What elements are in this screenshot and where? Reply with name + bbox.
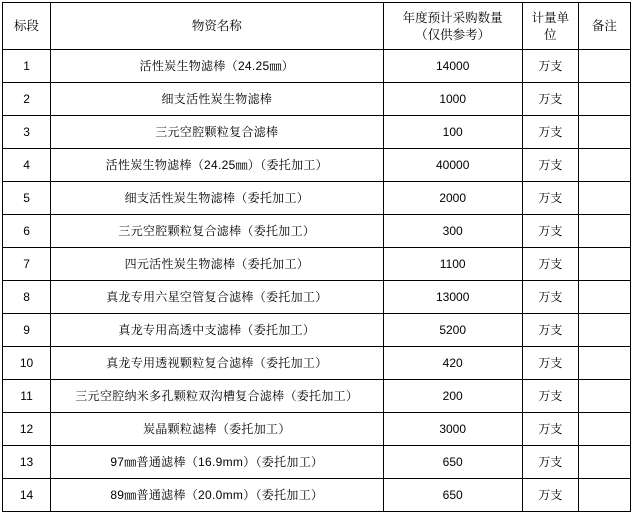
cell-remark (578, 182, 630, 215)
cell-name: 四元活性炭生物滤棒（委托加工） (51, 248, 384, 281)
cell-lot: 12 (3, 413, 51, 446)
cell-quantity: 40000 (383, 149, 522, 182)
cell-remark (578, 479, 630, 512)
table-row (3, 347, 631, 380)
cell-name: 真龙专用六星空管复合滤棒（委托加工） (51, 281, 384, 314)
cell-quantity: 650 (383, 479, 522, 512)
cell-unit: 万支 (522, 347, 578, 380)
column-header-name: 物资名称 (51, 3, 384, 50)
column-header-quantity (383, 3, 522, 50)
cell-remark (578, 413, 630, 446)
cell-unit: 万支 (522, 50, 578, 83)
cell-lot: 10 (3, 347, 51, 380)
cell-unit: 万支 (522, 215, 578, 248)
cell-unit: 万支 (522, 149, 578, 182)
cell-unit: 万支 (522, 248, 578, 281)
column-header-remark: 备注 (578, 3, 630, 50)
cell-name: 真龙专用高透中支滤棒（委托加工） (51, 314, 384, 347)
cell-quantity: 650 (383, 446, 522, 479)
column-header-unit-line1: 计量单 (531, 10, 570, 25)
cell-name: 活性炭生物滤棒（24.25㎜） (51, 50, 384, 83)
table-row (3, 116, 631, 149)
cell-name: 活性炭生物滤棒（24.25㎜）（委托加工） (51, 149, 384, 182)
table-row (3, 83, 631, 116)
cell-name: 97㎜普通滤棒（16.9mm）（委托加工） (51, 446, 384, 479)
cell-quantity: 1000 (383, 83, 522, 116)
cell-quantity: 1100 (383, 248, 522, 281)
cell-quantity: 100 (383, 116, 522, 149)
table-row (3, 314, 631, 347)
cell-name: 真龙专用透视颗粒复合滤棒（委托加工） (51, 347, 384, 380)
cell-remark (578, 116, 630, 149)
cell-quantity: 2000 (383, 182, 522, 215)
cell-remark (578, 215, 630, 248)
document-page (0, 2, 633, 521)
cell-quantity: 14000 (383, 50, 522, 83)
table-body (3, 50, 631, 512)
cell-lot: 9 (3, 314, 51, 347)
table-row (3, 446, 631, 479)
cell-quantity: 300 (383, 215, 522, 248)
cell-quantity: 13000 (383, 281, 522, 314)
cell-unit: 万支 (522, 83, 578, 116)
column-header-unit (522, 3, 578, 50)
cell-quantity: 420 (383, 347, 522, 380)
cell-unit: 万支 (522, 413, 578, 446)
cell-unit: 万支 (522, 314, 578, 347)
cell-name: 89㎜普通滤棒（20.0mm）（委托加工） (51, 479, 384, 512)
cell-remark (578, 248, 630, 281)
cell-remark (578, 149, 630, 182)
table-row (3, 182, 631, 215)
column-header-lot: 标段 (3, 3, 51, 50)
cell-name: 炭晶颗粒滤棒（委托加工） (51, 413, 384, 446)
column-header-quantity-line2: （仅供参考） (415, 27, 491, 42)
cell-unit: 万支 (522, 182, 578, 215)
table-row (3, 413, 631, 446)
cell-unit: 万支 (522, 479, 578, 512)
cell-remark (578, 380, 630, 413)
table-row (3, 149, 631, 182)
cell-lot: 14 (3, 479, 51, 512)
cell-name: 三元空腔颗粒复合滤棒（委托加工） (51, 215, 384, 248)
cell-unit: 万支 (522, 380, 578, 413)
cell-lot: 2 (3, 83, 51, 116)
table-row (3, 215, 631, 248)
cell-quantity: 200 (383, 380, 522, 413)
cell-remark (578, 281, 630, 314)
table-row (3, 479, 631, 512)
cell-unit: 万支 (522, 116, 578, 149)
cell-lot: 4 (3, 149, 51, 182)
cell-name: 三元空腔纳米多孔颗粒双沟槽复合滤棒（委托加工） (51, 380, 384, 413)
cell-name: 细支活性炭生物滤棒 (51, 83, 384, 116)
column-header-quantity-line1: 年度预计采购数量 (402, 10, 503, 25)
cell-remark (578, 347, 630, 380)
cell-unit: 万支 (522, 281, 578, 314)
table-row (3, 281, 631, 314)
procurement-table (2, 2, 631, 512)
table-header (3, 3, 631, 50)
table-row (3, 50, 631, 83)
cell-lot: 8 (3, 281, 51, 314)
cell-lot: 7 (3, 248, 51, 281)
cell-lot: 5 (3, 182, 51, 215)
cell-lot: 3 (3, 116, 51, 149)
cell-lot: 6 (3, 215, 51, 248)
cell-lot: 13 (3, 446, 51, 479)
cell-remark (578, 446, 630, 479)
cell-quantity: 5200 (383, 314, 522, 347)
cell-name: 细支活性炭生物滤棒（委托加工） (51, 182, 384, 215)
cell-lot: 1 (3, 50, 51, 83)
cell-remark (578, 50, 630, 83)
header-row (3, 3, 631, 50)
column-header-unit-line2: 位 (544, 27, 557, 42)
table-row (3, 248, 631, 281)
cell-remark (578, 314, 630, 347)
cell-name: 三元空腔颗粒复合滤棒 (51, 116, 384, 149)
cell-unit: 万支 (522, 446, 578, 479)
table-row (3, 380, 631, 413)
cell-remark (578, 83, 630, 116)
cell-lot: 11 (3, 380, 51, 413)
cell-quantity: 3000 (383, 413, 522, 446)
